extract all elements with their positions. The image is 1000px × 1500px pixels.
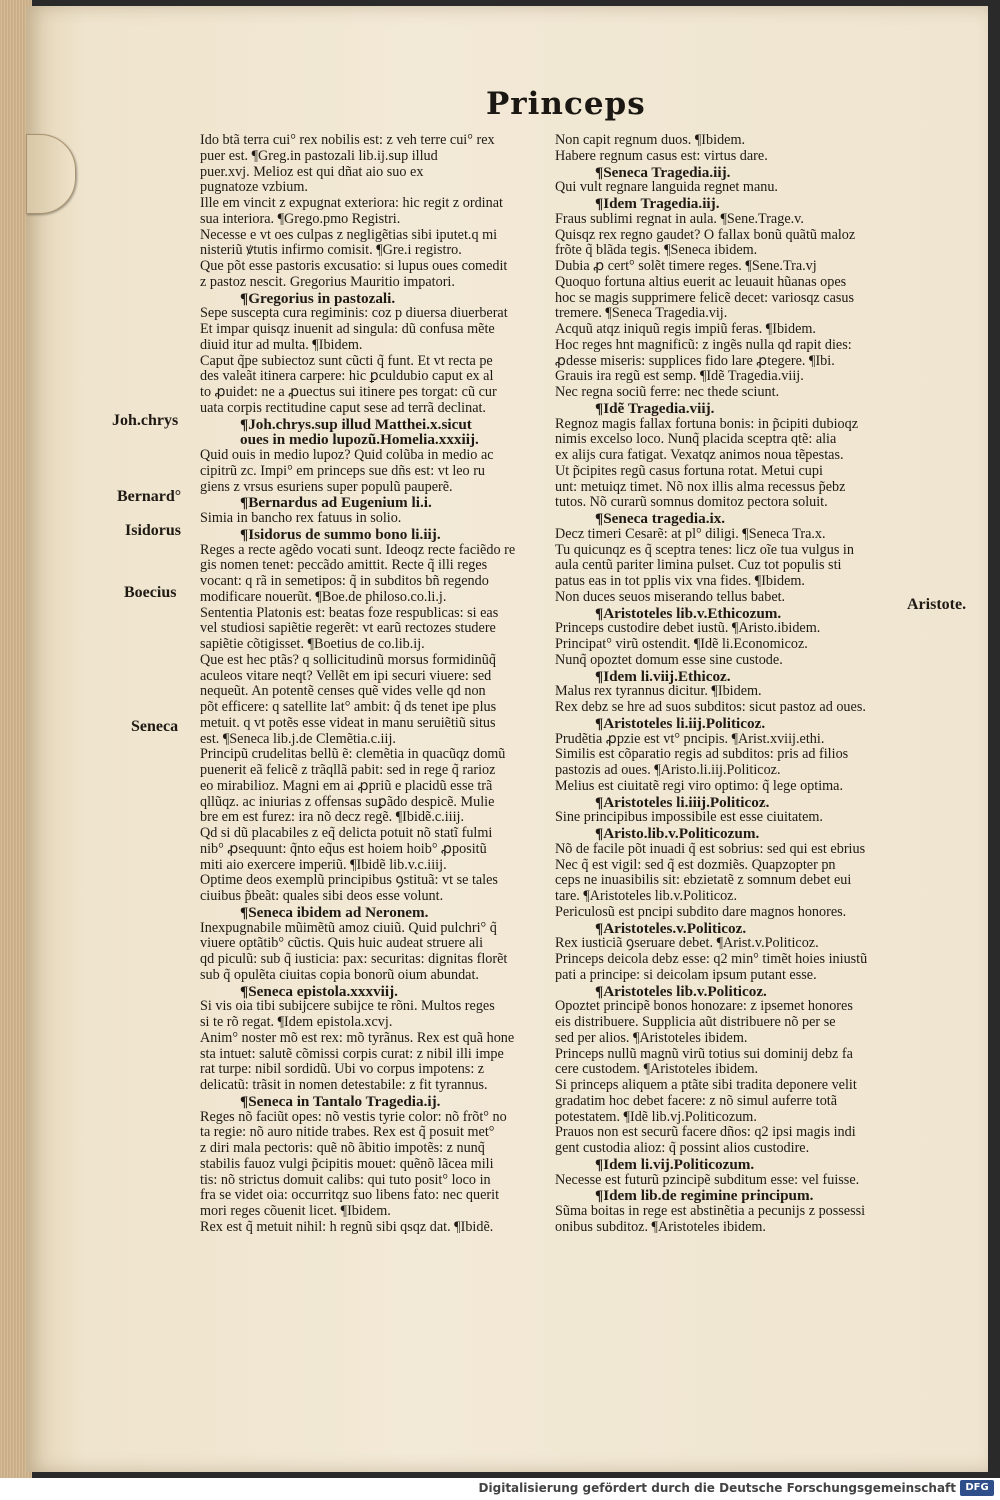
citation-heading: ¶Isidorus de summo bono li.iij. xyxy=(240,526,441,543)
text-line: puenerit eã felicẽ z trãqllã pabit: sed in rege q̃ rarioz xyxy=(200,763,496,778)
text-column-left xyxy=(200,133,545,1236)
margin-note-bernard: Bernard° xyxy=(117,488,182,505)
text-line: nimis excelso loco. Nunq̃ placida sceptra qtẽ: alia xyxy=(555,432,837,448)
text-line: vel studiosi sapiẽtie regerẽt: vt earũ rectozes studere xyxy=(200,621,496,637)
text-line: Princeps nullũ magnũ virũ totius sui dominij debz fa xyxy=(555,1046,853,1062)
text-line: potestatem. ¶Idẽ lib.vj.Politicozum. xyxy=(555,1109,757,1125)
text-line: vocant: q rã in semetipos: q̃ in subditos bñ regendo xyxy=(200,574,489,589)
text-line: gent custodia alioz: q̃ possint alios custodire. xyxy=(555,1141,810,1156)
text-line: fra se videt oia: occurritqz suo libens fato: nec querit xyxy=(200,1188,500,1204)
citation-heading: ¶Aristo.lib.v.Politicozum. xyxy=(595,826,760,842)
text-line: to ꝓuidet: ne a ꝓuectus sui itinere pes torgat: cũ cur xyxy=(200,385,497,400)
text-line: Si princeps aliquem a ptãte sibi tradita deponere velit xyxy=(555,1078,857,1093)
text-line: Princeps deicola debz esse: q2 min° timẽt hoies iniustũ xyxy=(555,952,868,967)
text-line: frõte q̃ blãda tegis. ¶Seneca ibidem. xyxy=(555,243,758,259)
text-line: Necesse e vt oes culpas z negligẽtias sibi iputet.q mi xyxy=(200,227,498,243)
text-line: Si vis oia tibi subijcere subijce te rõni. Multos reges xyxy=(200,999,495,1015)
citation-heading: ¶Aristoteles lib.v.Ethicozum. xyxy=(595,605,782,622)
text-line: Rex debz se h̃re ad suos subditos: sicut pastoz ad oues. xyxy=(555,700,866,715)
text-line: ceps ne inuasibilis sit: ebzietatẽ z somnum debet eui xyxy=(555,873,852,889)
text-line: nequeũt. An potentẽ censes quẽ vides velle qd non xyxy=(200,684,486,700)
text-line: Opoztet principẽ bonos honozare: z ipsemet honores xyxy=(555,999,853,1015)
digitization-footer xyxy=(0,1478,1000,1500)
text-line: Grauis ira regũ est semp. ¶Idẽ Tragedia.viij. xyxy=(555,369,804,385)
text-line: z diri mala pectoris: quẽ nõ ãbitio impotẽs: z nunq̃ xyxy=(200,1141,485,1156)
text-line: Prauos non est securũ facere dños: q2 ipsi magis indi xyxy=(555,1125,856,1141)
citation-heading: ¶Seneca in Tantalo Tragedia.ij. xyxy=(240,1093,441,1110)
text-line: aula centũ pariter limina pulset. Cuz tot populis sti xyxy=(555,558,842,574)
text-line: hoc se magis supprimere felicẽ decet: variosqz casus xyxy=(555,290,855,306)
text-line: Quisqz rex regno gaudet? O fallax bonũ quãtũ maloz xyxy=(555,227,856,243)
citation-heading: ¶Idem li.viij.Ethicoz. xyxy=(595,668,731,685)
text-line: Hoc reges h̃nt magnificũ: z ingẽs nulla qd rapit dies: xyxy=(555,337,852,353)
text-line: Nõ de facile põt inuadi q̃ est sobrius: sed qui est ebrius xyxy=(555,841,866,857)
text-line: cere custodem. ¶Aristoteles ibidem. xyxy=(555,1062,759,1078)
citation-heading: ¶Bernardus ad Eugenium li.i. xyxy=(240,495,432,511)
text-line: Quoquo fortuna altius euerit ac leuauit hũanas opes xyxy=(555,274,847,290)
text-line: Fraus sublimi regnat in aula. ¶Sene.Trage.v. xyxy=(555,211,804,227)
text-line: Regnoz magis fallax fortuna bonis: in p̃cipiti dubioqz xyxy=(555,416,859,432)
text-line: Sine principibus impossibile est esse ciuitatem. xyxy=(555,810,823,826)
text-line: Que est hec ptãs? q sollicitudinũ morsus formidinũq̃ xyxy=(200,652,496,668)
footer-credit: Digitalisierung gefördert durch die Deutsche Forschungsgemeinschaft xyxy=(478,1481,956,1495)
text-line: Caput q̃pe subiectoz sunt cũcti q̃ funt. Et vt recta pe xyxy=(200,353,493,369)
bookmark-tab xyxy=(26,134,76,214)
text-line: qllũqz. ac iniurias z offensas suꝑãdo despicẽ. Mulie xyxy=(200,794,495,810)
text-line: Nec regna sociũ ferre: nec thede sciunt. xyxy=(555,385,780,400)
text-line: diuid itur ad multa. ¶Ibidem. xyxy=(200,337,363,353)
text-line: viuere optãtib° cũctis. Quis huic audeat struere ali xyxy=(200,936,484,952)
text-line: eo mirabilioz. Magni em ai ꝓpriũ e placidũ esse trã xyxy=(200,778,493,794)
margin-note-isidorus: Isidorus xyxy=(125,522,182,539)
text-line: sub q̃ opulẽta ciuitas copia bonorũ oium abundat. xyxy=(200,967,479,983)
text-line: mori reges cõuenit licet. ¶Ibidem. xyxy=(200,1204,391,1219)
text-line: sta intuet: salutẽ cõmissi corpis curat: z nibil illi impe xyxy=(200,1046,504,1062)
text-line: Non capit regnum duos. ¶Ibidem. xyxy=(555,133,746,148)
text-line: Inexpugnabile mũimẽtũ amoz ciuiũ. Quid pulchri° q̃ xyxy=(200,920,497,936)
text-line: nib° ꝓsequunt: q̃nto eq̃us est hoiem hoib° ꝓpositũ xyxy=(200,841,487,857)
citation-heading: ¶Seneca Tragedia.iij. xyxy=(595,164,731,181)
text-line: Sepe suscepta cura regiminis: coz p diuersa diuerberat xyxy=(200,306,508,322)
text-line: miti aio exercere imperiũ. ¶Ibidẽ lib.v.c.iiij. xyxy=(200,857,447,873)
text-line: tare. ¶Aristoteles lib.v.Politicoz. xyxy=(555,889,738,904)
citation-heading: ¶Gregorius in pastozali. xyxy=(240,290,396,307)
text-line: uata corpis rectitudine caput sese ad terrã declinat. xyxy=(200,400,486,416)
text-line: Malus rex tyrannus dicitur. ¶Ibidem. xyxy=(555,684,762,700)
text-line: Sententia Platonis est: beatas foze respublicas: si eas xyxy=(200,605,499,621)
citation-heading: ¶Aristoteles li.iij.Politicoz. xyxy=(595,715,766,732)
text-line: pastozis ad oues. ¶Aristo.li.iij.Politicoz. xyxy=(555,763,781,778)
text-line: Acquũ atqz iniquũ regis impiũ feras. ¶Ibidem. xyxy=(555,322,816,337)
margin-note-boecius: Boecius xyxy=(124,584,177,601)
text-line: sed per alios. ¶Aristoteles ibidem. xyxy=(555,1030,748,1046)
text-line: Tu quicunqz es q̃ sceptra tenes: licz oĩe tua vulgus in xyxy=(555,542,854,558)
text-line: ciuibus p̃beãt: quales sibi deos esse volunt. xyxy=(200,889,444,904)
text-line: des valeãt itinera carpere: hic ꝑculdubio caput ex al xyxy=(200,369,494,385)
text-line: rat turpe: nibil sordidũ. Ubi vo corpus impotens: z xyxy=(200,1062,485,1078)
text-line: metuit. q vt potẽs esse videat in manu seruiẽtiũ situs xyxy=(200,715,496,731)
text-line: Rex est q̃ metuit nihil: h̃ regnũ sibi qsqz dat. ¶Ibidẽ. xyxy=(200,1219,494,1235)
citation-heading: ¶Seneca epistola.xxxviij. xyxy=(240,983,398,1000)
text-line: modificare nouerũt. ¶Boe.de philoso.co.li.j. xyxy=(200,589,447,605)
text-line: puer est. ¶Greg.in pastozali lib.ij.sup illud xyxy=(200,148,438,164)
text-line: Melius est ciuitatẽ regi viro optimo: q̃ lege optima. xyxy=(555,778,844,794)
citation-heading: oues in medio lupozũ.Homelia.xxxiij. xyxy=(240,432,479,448)
text-line: tutos. Nõ curarũ somnus domitoz pectora soluit. xyxy=(555,495,828,511)
text-line: Reges nõ faciũt opes: nõ vestis tyrie color: nõ frõt° no xyxy=(200,1109,507,1125)
text-line: Habere regnum casus est: virtus dare. xyxy=(555,148,768,164)
text-line: pati a principe: si deicolam ipsum putant esse. xyxy=(555,967,817,983)
text-line: Decz timeri Cesarẽ: at pl° diligi. ¶Seneca Tra.x. xyxy=(555,526,826,542)
citation-heading: ¶Joh.chrys.sup illud Matthei.x.sicut xyxy=(240,416,472,433)
citation-heading: ¶Idem li.vij.Politicozum. xyxy=(595,1156,755,1173)
text-line: ta regie: nõ auro nitide trabes. Rex est q̃ posuit met° xyxy=(200,1125,495,1141)
text-line: ex alijs cura fatigat. Vexatqz animos noua tẽpestas. xyxy=(555,448,844,463)
citation-heading: ¶Seneca tragedia.ix. xyxy=(595,511,726,527)
dfg-logo-icon: DFG xyxy=(960,1480,994,1496)
text-line: est. ¶Seneca lib.j.de Clemẽtia.c.iij. xyxy=(200,731,396,747)
text-column-right xyxy=(555,133,905,1236)
text-line: giens z vrsus esuriens super populũ pauperẽ. xyxy=(200,479,453,495)
running-head: Princeps xyxy=(486,86,646,122)
text-line: Qd si dũ placabiles z eq̃ delicta potuit nõ statĩ fulmi xyxy=(200,826,493,841)
text-line: Que põt esse pastoris excusatio: si lupus oues comedit xyxy=(200,259,508,274)
text-line: Simia in bancho rex fatuus in solio. xyxy=(200,511,402,526)
text-line: eis distribuere. Supplicia aũt distribuere nõ per se xyxy=(555,1015,836,1030)
text-line: Principũ crudelitas bellũ ẽ: clemẽtia in quacũqz domũ xyxy=(200,747,506,763)
text-line: sua interiora. ¶Grego.pmo Registri. xyxy=(200,211,401,227)
text-line: Ille em vincit z expugnat exteriora: hic regit z ordinat xyxy=(200,196,503,211)
text-line: Sũma boitas in rege est abstinẽtia a pecunijs z possessi xyxy=(555,1204,866,1219)
text-line: Necesse est futurũ pzincipẽ subditum esse: vel fuisse. xyxy=(555,1172,860,1188)
text-line: tis: nõ strictus domuit calibs: qui tuto posit° loco in xyxy=(200,1172,491,1188)
margin-note-joh: Joh.chrys xyxy=(112,412,179,429)
text-line: Rex iusticiã ꝯseruare debet. ¶Arist.v.Politicoz. xyxy=(555,936,819,952)
text-line: Optime deos exemplũ principibus ꝯstituã: vt se tales xyxy=(200,873,498,889)
text-line: Periculosũ est pncipi subdito dare magnos honores. xyxy=(555,904,847,920)
text-line: puer.xvj. Melioz est qui dñat aio suo ex xyxy=(200,164,424,180)
citation-heading: ¶Aristoteles.v.Politicoz. xyxy=(595,920,747,937)
citation-heading: ¶Seneca ibidem ad Neronem. xyxy=(240,904,429,921)
text-line: Princeps custodire debet iustũ. ¶Aristo.ibidem. xyxy=(555,621,821,637)
text-line: Nunq̃ opoztet domum esse sine custode. xyxy=(555,652,783,668)
text-line: aculeos vitare neqt? Vellẽt em ipi securi viuere: sed xyxy=(200,668,492,684)
text-line: Qui vult regnare languida regnet manu. xyxy=(555,180,778,196)
text-line: delicatũ: trãsit in nomen detestabile: z fit tyrannus. xyxy=(200,1078,488,1093)
text-line: Prudẽtia ꝓpzie est vt° pncipis. ¶Arist.xviij.ethi. xyxy=(555,731,825,747)
text-line: Non duces seuos miserando tellus babet. xyxy=(555,589,786,605)
text-line: nisteriũ ꝟtutis infirmo comisit. ¶Gre.i registro. xyxy=(200,243,462,259)
text-line: qd piculũ: sub q̃ iusticia: pax: securitas: dignitas florẽt xyxy=(200,952,508,967)
text-line: gis nomen tenet: peccãdo amittit. Recte q̃ illi reges xyxy=(200,558,488,574)
text-line: unt: metuiqz timet. Nõ nox illis alma recessus p̃ebz xyxy=(555,479,846,495)
text-line: bre em est furez: ira nõ decz regẽ. ¶Ibidẽ.c.iiij. xyxy=(200,810,465,826)
text-line: Anim° noster mõ est rex: mõ tyrãnus. Rex est quã hone xyxy=(200,1030,515,1046)
citation-heading: ¶Idẽ Tragedia.viij. xyxy=(595,400,715,417)
text-line: patus eas in tot pplis vix vna fides. ¶Ibidem. xyxy=(555,574,805,589)
citation-heading: ¶Aristoteles lib.v.Politicoz. xyxy=(595,983,767,1000)
text-line: tremere. ¶Seneca Tragedia.vij. xyxy=(555,306,728,322)
text-line: Ut p̃cipites regũ casus fortuna rotat. Metui cupi xyxy=(555,463,823,479)
text-line: cipitrũ zc. Impi° em princeps sue dñs est: vt leo ru xyxy=(200,463,486,479)
margin-note-aristote: Aristote. xyxy=(907,596,967,613)
text-line: ꝓdesse miseris: supplices fido lare ꝓtegere. ¶Ibi. xyxy=(555,353,835,369)
text-line: Similis est cõparatio regis ad subditos: pris ad filios xyxy=(555,747,849,763)
text-line: z pastoz nescit. Gregorius Mauritio impatori. xyxy=(200,274,455,290)
text-line: stabilis fauoz vulgi p̃cipitis mouet: quẽnõ lãcea mili xyxy=(200,1156,494,1172)
text-line: Principat° virũ ostendit. ¶Idẽ li.Economicoz. xyxy=(555,637,808,652)
text-line: põt efficere: q satellite lat° ambit: q̃ ds tenet ipe plus xyxy=(200,700,497,715)
margin-note-seneca: Seneca xyxy=(131,718,179,735)
citation-heading: ¶Idem Tragedia.iij. xyxy=(595,196,720,212)
citation-heading: ¶Aristoteles li.iiij.Politicoz. xyxy=(595,794,770,811)
text-line: gradatim hoc debet facere: z nõ simul auferre totã xyxy=(555,1093,838,1109)
text-line: Ido btã terra cui° rex nobilis est: z veh terre cui° rex xyxy=(200,133,495,148)
text-line: Reges a recte agẽdo vocati sunt. Ideoqz recte faciẽdo re xyxy=(200,542,516,558)
text-line: sapiẽtie cõtigisset. ¶Boetius de co.lib.ij. xyxy=(200,637,425,652)
citation-heading: ¶Idem lib.de regimine principum. xyxy=(595,1188,814,1204)
text-line: Quid ouis in medio lupoz? Quid colũba in medio ac xyxy=(200,448,494,463)
text-line: Et impar quisqz inuenit ad singula: dũ confusa mẽte xyxy=(200,322,495,337)
text-line: si te rõ regat. ¶Idem epistola.xcvj. xyxy=(200,1015,393,1030)
text-line: Dubia ꝓ cert° solẽt timere reges. ¶Sene.Tra.vj xyxy=(555,259,817,274)
text-line: onibus subditoz. ¶Aristoteles ibidem. xyxy=(555,1219,766,1235)
text-line: pugnatoze vzbium. xyxy=(200,180,308,196)
text-line: Nec q̃ est vigil: sed q̃ est dozmiẽs. Quapzopter pn xyxy=(555,857,836,873)
